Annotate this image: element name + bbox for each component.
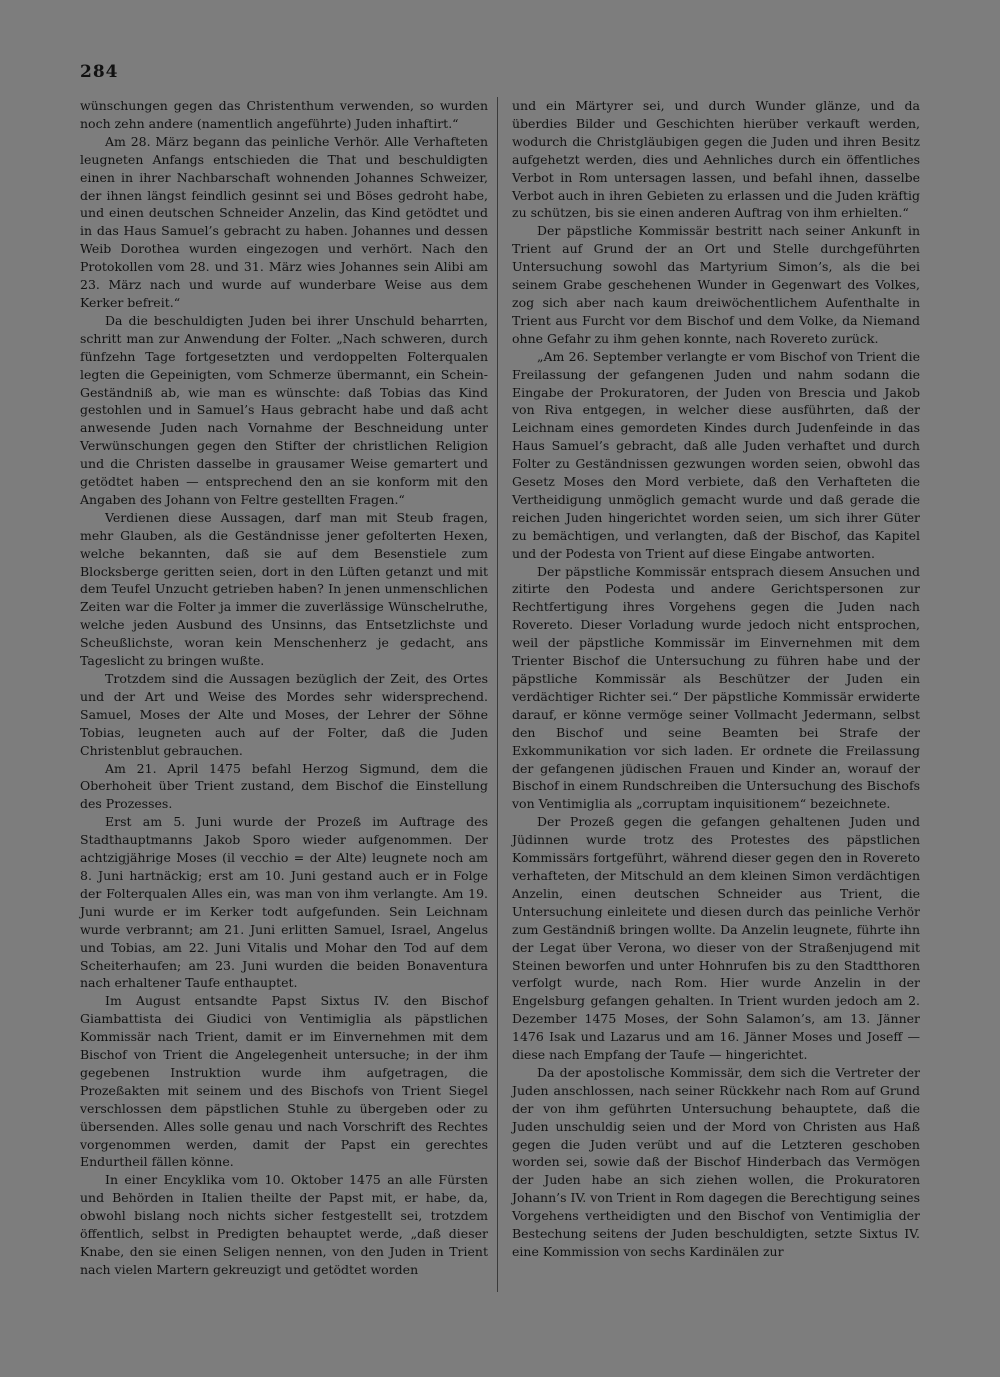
paragraph: wünschungen gegen das Christenthum verwenden, so wurden noch zehn andere (namentlich angeführte) Juden inhaftirt.“	[80, 98, 488, 131]
left-column	[80, 97, 488, 1279]
paragraph: Der Prozeß gegen die gefangen gehaltenen Juden und Jüdinnen wurde trotz des Protestes des päpstlichen Kommissärs fortgeführt, während dieser gegen den in Rovereto verhafteten, der Mitschuld an dem kleinen Simon verdächtigen Anzelin, einen deutschen Schneider aus Trient, die Untersuchung einleitete und diesen durch das peinliche Verhör zum Geständniß bringen wollte. Da Anzelin leugnete, führte ihn der Legat über Verona, wo dieser von der Straßenjugend mit Steinen beworfen und unter Hohnrufen bis zu den Stadtthoren verfolgt wurde, nach Rom. Hier wurde Anzelin in der Engelsburg gefangen gehalten. In Trient wurden jedoch am 2. Dezember 1475 Moses, der Sohn Salamon’s, am 13. Jänner 1476 Isak und Lazarus und am 16. Jänner Moses und Joseff — diese nach Empfang der Taufe — hingerichtet.	[512, 814, 920, 1063]
paragraph: „Am 26. September verlangte er vom Bischof von Trient die Freilassung der gefangenen Juden und nahm sodann die Eingabe der Prokuratoren, der Juden von Brescia und Jakob von Riva entgegen, in welcher diese ausführten, daß der Leichnam eines gemordeten Kindes durch Judenfeinde in das Haus Samuel’s gebracht, daß alle Juden verhaftet und durch Folter zu Geständnissen gezwungen worden seien, obwohl das Gesetz Moses den Mord verbiete, daß den Verhafteten die Vertheidigung unmöglich gemacht wurde und daß gerade die reichen Juden hingerichtet worden seien, um sich ihrer Güter zu bemächtigen, und verlangten, daß der Bischof, das Kapitel und der Podesta von Trient auf diese Eingabe antworten.	[512, 348, 920, 561]
paragraph: In einer Encyklika vom 10. Oktober 1475 an alle Fürsten und Behörden in Italien theilte der Papst mit, er habe, da, obwohl bislang noch nichts sicher festgestellt sei, trotzdem öffentlich, selbst in Predigten behauptet werde, „daß dieser Knabe, den sie einen Seligen nennen, von den Juden in Trient nach vielen Martern gekreuzigt und getödtet worden	[80, 1172, 488, 1277]
column-divider	[497, 97, 498, 1292]
paragraph: Erst am 5. Juni wurde der Prozeß im Auftrage des Stadthauptmanns Jakob Sporo wieder aufgenommen. Der achtzigjährige Moses (il vecchio = der Alte) leugnete noch am 8. Juni hartnäckig; erst am 10. Juni gestand auch er in Folge der Folterqualen Alles ein, was man von ihm verlangte. Am 19. Juni wurde er im Kerker todt aufgefunden. Sein Leichnam wurde verbrannt; am 21. Juni erlitten Samuel, Israel, Angelus und Tobias, am 22. Juni Vitalis und Mohar den Tod auf dem Scheiterhaufen; am 23. Juni wurden die beiden Bonaventura nach erhaltener Taufe enthauptet.	[80, 814, 488, 991]
paragraph: Da der apostolische Kommissär, dem sich die Vertreter der Juden anschlossen, nach seiner Rückkehr nach Rom auf Grund der von ihm geführten Untersuchung behauptete, daß die Juden unschuldig seien und der Mord von Christen aus Haß gegen die Juden verübt und auf die Letzteren geschoben worden sei, sowie daß der Bischof Hinderbach das Vermögen der Juden habe an sich ziehen wollen, die Prokuratoren Johann’s IV. von Trient in Rom dagegen die Berechtigung seines Vorgehens vertheidigten und den Bischof von Ventimiglia der Bestechung seitens der Juden beschuldigten, setzte Sixtus IV. eine Kommission von sechs Kardinälen zur	[512, 1064, 920, 1259]
page-number: 284	[80, 62, 119, 82]
paragraph: Der päpstliche Kommissär entsprach diesem Ansuchen und zitirte den Podesta und andere Gerichtspersonen zur Rechtfertigung ihres Vorgehens gegen die Juden nach Rovereto. Dieser Vorladung wurde jedoch nicht entsprochen, weil der päpstliche Kommissär im Einvernehmen mit dem Trienter Bischof die Untersuchung zu führen habe und der päpstliche Kommissär als Beschützer der Juden ein verdächtiger Richter sei.“ Der päpstliche Kommissär erwiderte darauf, er könne vermöge seiner Vollmacht Jedermann, selbst den Bischof und seine Beamten bei Strafe der Exkommunikation vor sich laden. Er ordnete die Freilassung der gefangenen jüdischen Frauen und Kinder an, worauf der Bischof in einem Rundschreiben die Untersuchung des Bischofs von Ventimiglia als „corruptam inquisitionem“ bezeichnete.	[512, 563, 920, 812]
paragraph: Der päpstliche Kommissär bestritt nach seiner Ankunft in Trient auf Grund der an Ort und Stelle durchgeführten Untersuchung sowohl das Martyrium Simon’s, als die bei seinem Grabe geschehenen Wunder in Gegenwart des Volkes, zog sich aber nach kaum dreiwöchentlichem Aufenthalte in Trient aus Furcht vor dem Bischof und dem Volke, da Niemand ohne Gefahr zu ihm gehen konnte, nach Rovereto zurück.	[512, 223, 920, 346]
paragraph: und ein Märtyrer sei, und durch Wunder glänze, und da überdies Bilder und Geschichten hierüber verkauft werden, wodurch die Christgläubigen gegen die Juden und ihren Besitz aufgehetzt werden, dies und Aehnliches durch ein öffentliches Verbot in Rom untersagen lassen, und befahl ihnen, dasselbe Verbot auch in ihren Gebieten zu erlassen und die Juden kräftig zu schützen, bis sie einen anderen Auftrag von ihm erhielten.“	[512, 98, 920, 221]
right-column	[512, 97, 920, 1261]
paragraph: Am 28. März begann das peinliche Verhör. Alle Verhafteten leugneten Anfangs entschieden die That und beschuldigten einen in ihrer Nachbarschaft wohnenden Johannes Schweizer, der ihnen längst feindlich gesinnt sei und Böses gedroht habe, und einen deutschen Schneider Anzelin, das Kind getödtet und in das Haus Samuel’s gebracht zu haben. Johannes und dessen Weib Dorothea wurden eingezogen und verhört. Nach den Protokollen vom 28. und 31. März wies Johannes sein Alibi am 23. März nach und wurde auf wunderbare Weise aus dem Kerker befreit.“	[80, 133, 488, 310]
paragraph: Trotzdem sind die Aussagen bezüglich der Zeit, des Ortes und der Art und Weise des Mordes sehr widersprechend. Samuel, Moses der Alte und Moses, der Lehrer der Söhne Tobias, leugneten auch auf der Folter, daß die Juden Christenblut gebrauchen.	[80, 671, 488, 758]
paragraph: Im August entsandte Papst Sixtus IV. den Bischof Giambattista dei Giudici von Ventimiglia als päpstlichen Kommissär nach Trient, damit er im Einvernehmen mit dem Bischof von Trient die Angelegenheit untersuche; in der ihm gegebenen Instruktion wurde ihm aufgetragen, die Prozeßakten mit seinem und des Bischofs von Trient Siegel verschlossen dem päpstlichen Stuhle zu übergeben oder zu übersenden. Alles solle genau und nach Vorschrift des Rechtes vorgenommen werden, damit der Papst ein gerechtes Endurtheil fällen könne.	[80, 993, 488, 1170]
paragraph: Am 21. April 1475 befahl Herzog Sigmund, dem die Oberhoheit über Trient zustand, dem Bischof die Einstellung des Prozesses.	[80, 760, 488, 812]
paragraph: Da die beschuldigten Juden bei ihrer Unschuld beharrten, schritt man zur Anwendung der Folter. „Nach schweren, durch fünfzehn Tage fortgesetzten und verdoppelten Folterqualen legten die Gepeinigten, vom Schmerze übermannt, ein Schein-Geständniß ab, wie man es wünschte: daß Tobias das Kind gestohlen und in Samuel’s Haus gebracht habe und daß acht anwesende Juden nach Vornahme der Beschneidung unter Verwünschungen gegen den Stifter der christlichen Religion und die Christen dasselbe in grausamer Weise gemartert und getödtet haben — entsprechend den an sie konform mit den Angaben des Johann von Feltre gestellten Fragen.“	[80, 312, 488, 507]
paragraph: Verdienen diese Aussagen, darf man mit Steub fragen, mehr Glauben, als die Geständnisse jener gefolterten Hexen, welche bekannten, daß sie auf dem Besenstiele zum Blocksberge geritten seien, dort in den Lüften getanzt und mit dem Teufel Unzucht getrieben haben? In jenen unmenschlichen Zeiten war die Folter ja immer die zuverlässige Wünschelruthe, welche jeden Ausbund des Unsinns, das Entsetzlichste und Scheußlichste, woran kein Menschenherz je gedacht, ans Tageslicht zu bringen wußte.	[80, 509, 488, 669]
